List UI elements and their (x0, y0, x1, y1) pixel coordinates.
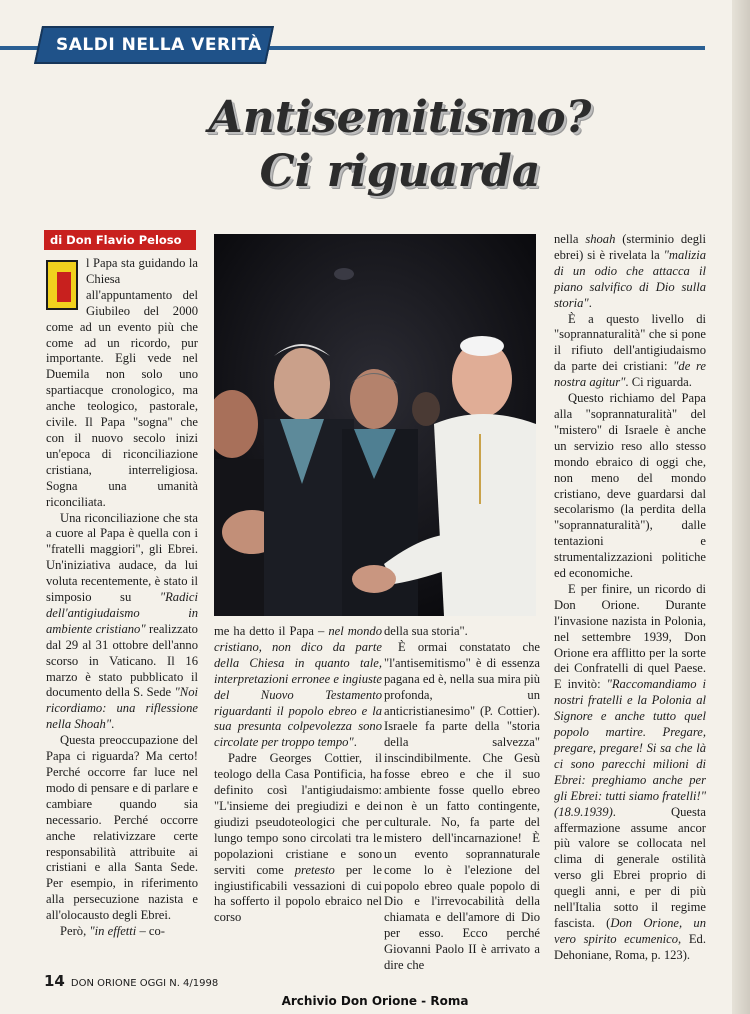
title-line-1: Antisemitismo? (208, 92, 592, 143)
page-footer (44, 972, 444, 990)
paragraph: l Papa sta guidando la Chiesa all'appuntamento del Giubileo del 2000 come ad un evento più che come ad un ricordo, pur importante. Egli vede nel Duemila non solo uno spartiacque cronologico, ma anche teologico, pastorale, civile. Il Papa "sogna" che con il nuovo secolo inizi un'epoca di riconciliazione cristiana, interreligiosa. Sogna una umanità riconciliata. (46, 256, 198, 509)
paragraph: nella shoah (sterminio degli ebrei) si è rivelata la "malizia di un odio che attacca il piano salvifico di Dio sulla storia". (554, 232, 707, 310)
archive-caption: Archivio Don Orione - Roma (281, 994, 469, 1008)
paragraph: E per finire, un ricordo di Don Orione. Durante l'invasione nazista in Polonia, nel settembre 1939, Don Orione era afflitto per la sorte dei Confratelli di quel Paese. E invitò: "Raccomandiamo i nostri fratelli e la Polonia al Signore e anche tutto quel popolo martire. Pregare, pregare, pregare! Si sa che là ci sono parecchi milioni di Ebrei: preghiamo anche per gli Ebrei: tutti siamo fratelli!" (18.9.1939). Questa affermazione assume ancor più valore se collocata nel clima di generale ostilità verso gli Ebrei proprio di quegli anni, e per di più nell'Italia sotto il regime fascista. (Don Orione, un vero spirito ecumenico, Ed. Dehoniane, Roma, p. 123). (554, 581, 706, 962)
column-4 (554, 232, 706, 964)
author-byline: di Don Flavio Peloso (44, 230, 196, 250)
paragraph: della sua storia". (384, 624, 468, 638)
paragraph: Questa preoccupazione del Papa ci riguarda? Ma certo! Perché occorre far luce nel modo di pensare e di parlare e cambiare quando sia necessario. Perché occorre anche relativizzare certe responsabilità attribuite ai cristiani e alla Santa Sede. Per esempio, in riferimento alla persecuzione nazista e all'olocausto degli Ebrei. (46, 733, 198, 923)
drop-cap (46, 260, 78, 310)
paragraph: Questo richiamo del Papa alla "soprannaturalità" del "mistero" di Israele è anche un servizio reso allo stesso mondo ebraico di oggi che, non meno del mondo cristiano, deve guardarsi dal secolarismo (la perdita della "soprannaturalità"), dalle tentazioni e strumentalizzazioni politiche ed economiche. (554, 391, 706, 581)
page-edge (732, 0, 750, 1014)
paragraph: me ha detto il Papa – nel mondo cristiano, non dico da parte della Chiesa in quanto tale, interpretazioni erronee e ingiuste del Nuovo Testamento riguardanti il popolo ebreo e la sua presunta colpevolezza sono circolate per troppo tempo". (214, 624, 383, 750)
column-1 (46, 256, 198, 940)
paragraph: Una riconciliazione che sta a cuore al Papa è quella con i "fratelli maggiori", gli Ebrei. Un'iniziativa audace, da lui voluta recentemente, è stato il simposio su "Radici dell'antigiudaismo in ambiente cristiano" realizzato dal 29 al 31 ottobre dell'anno scorso in Vaticano. Il 16 marzo è stato pubblicato il documento della S. Sede "Noi ricordiamo: una riflessione nella Shoah". (46, 510, 198, 732)
column-2 (214, 624, 382, 926)
page-number: 14 (44, 972, 65, 990)
section-tag (34, 26, 274, 64)
paragraph: È ormai constatato che "l'antisemitismo" è di essenza pagana ed è, nella sua mira più profonda, un anticristianesimo" (P. Cottier). Israele fa parte della "storia della salvezza" inscindibilmente. Che Gesù fosse ebreo e che il suo ambiente fosse quello ebreo non è un fatto contingente, culturale. No, fa parte del mistero dell'incarnazione! È un evento soprannaturale come lo è l'elezione del popolo ebreo quale popolo di Dio e l'irrevocabilità della chiamata e dell'amore di Dio per esso. Ecco perché Giovanni Paolo II è arrivato a dire che (384, 639, 540, 973)
photo-pope-handshake (214, 234, 536, 616)
paragraph: Padre Georges Cottier, il teologo della Casa Pontificia, ha definito così l'antigiudaismo: "L'insieme dei pregiudizi e dei giudizi pseudoteologici che per lungo tempo sono circolati tra le popolazioni cristiane e sono serviti come pretesto per le ingiustificabili vessazioni di cui ha sofferto il popolo ebraico nel corso (214, 751, 382, 925)
paragraph: Però, "in effetti – co- (60, 924, 165, 939)
publication-name: DON ORIONE OGGI N. 4/1998 (70, 978, 219, 989)
title-line-2: Ci riguarda (259, 146, 541, 197)
column-3 (384, 624, 540, 974)
section-label: SALDI NELLA VERITÀ (56, 35, 262, 55)
paragraph: È a questo livello di "soprannaturalità" che si pone il rifiuto dell'antigiudaismo da parte dei cristiani: "de re nostra agitur". Ci riguarda. (554, 311, 706, 390)
